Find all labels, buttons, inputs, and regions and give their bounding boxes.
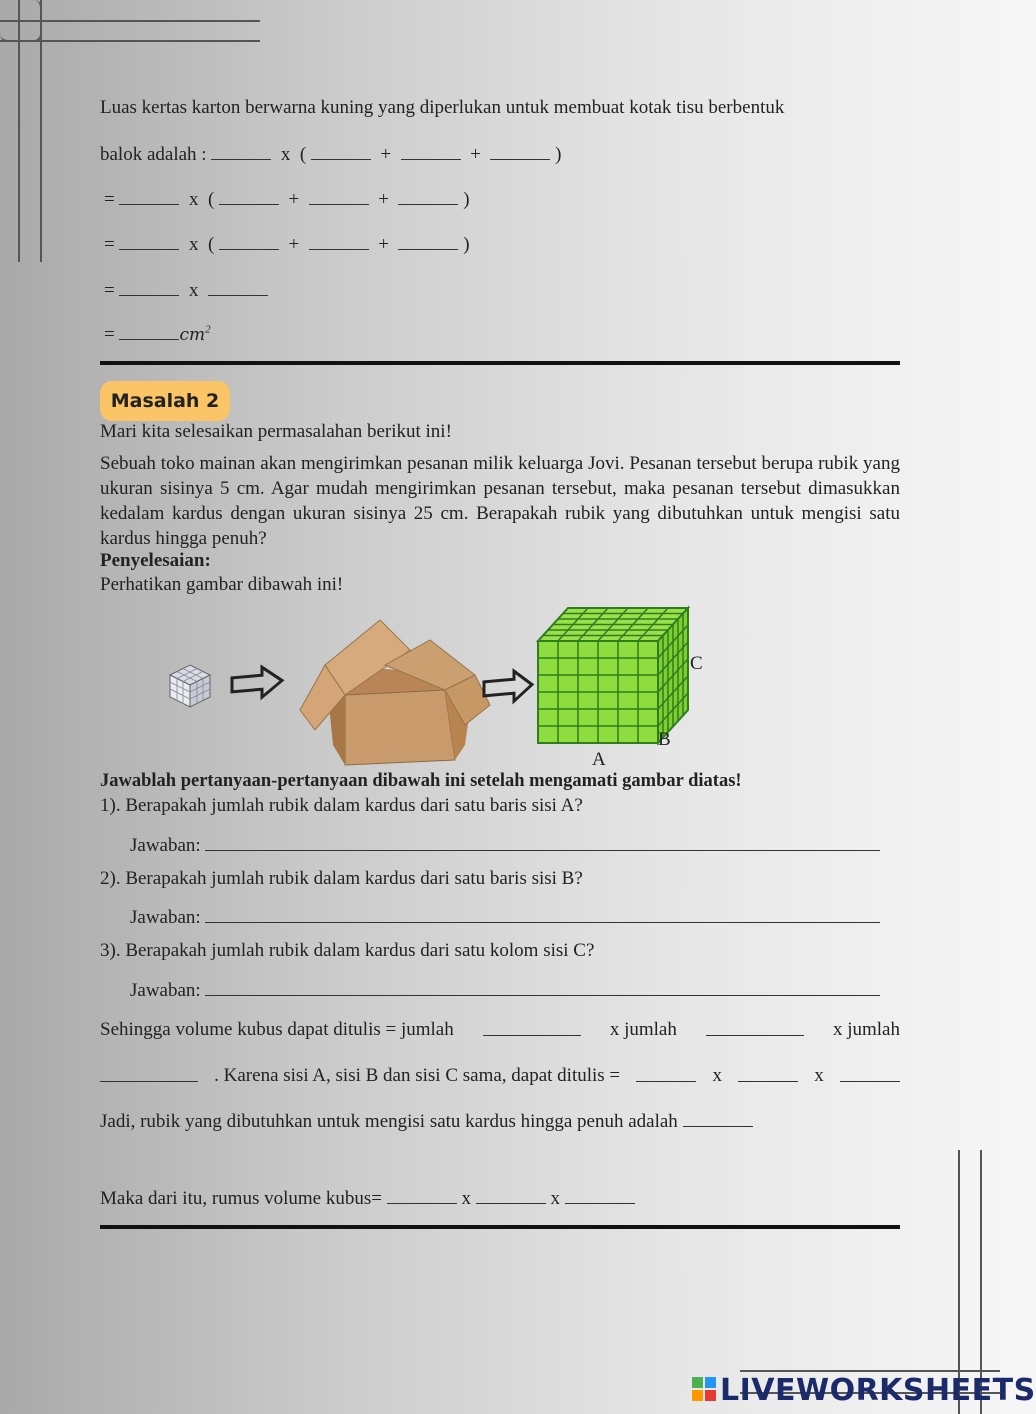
close-paren: ) bbox=[463, 189, 470, 210]
volume-line-2 bbox=[100, 1065, 900, 1087]
intro-text: Mari kita selesaikan permasalahan berikut ini! bbox=[100, 421, 452, 442]
solution-label: Penyelesaian: bbox=[100, 550, 211, 571]
volume-text-2: . Karena sisi A, sisi B dan sisi C sama, dapat ditulis = bbox=[214, 1065, 621, 1086]
blank-field[interactable] bbox=[119, 188, 179, 205]
problem1-line2 bbox=[100, 143, 561, 166]
blank-field[interactable] bbox=[219, 233, 279, 250]
times-sign: x bbox=[712, 1065, 722, 1086]
label-a: A bbox=[592, 749, 606, 770]
blank-field[interactable] bbox=[490, 143, 550, 160]
blank-field[interactable] bbox=[398, 188, 458, 205]
conclusion-text: Jadi, rubik yang dibutuhkan untuk mengisi satu kardus hingga penuh adalah bbox=[100, 1111, 678, 1132]
liveworksheets-logo-icon bbox=[692, 1377, 716, 1401]
conclusion-line bbox=[100, 1110, 753, 1133]
formula-line bbox=[100, 1187, 635, 1210]
cardboard-box-icon bbox=[300, 620, 490, 765]
close-paren: ) bbox=[555, 144, 562, 165]
blank-field[interactable] bbox=[119, 323, 179, 340]
equals-sign: = bbox=[104, 234, 115, 255]
blank-field[interactable] bbox=[398, 233, 458, 250]
right-arrow-icon bbox=[232, 665, 282, 699]
question-1: 1). Berapakah jumlah rubik dalam kardus dari satu baris sisi A? bbox=[100, 795, 583, 816]
label-b: B bbox=[658, 729, 671, 750]
blank-field[interactable] bbox=[683, 1110, 753, 1127]
blank-field[interactable] bbox=[100, 1065, 198, 1082]
label-c: C bbox=[690, 653, 703, 674]
unit-cm: cm bbox=[179, 325, 206, 345]
right-arrow-icon bbox=[484, 670, 532, 704]
bottom-divider bbox=[100, 1225, 900, 1229]
plus-sign: + bbox=[380, 144, 392, 165]
blank-field[interactable] bbox=[219, 188, 279, 205]
times-sign: x bbox=[188, 234, 199, 255]
plus-sign: + bbox=[470, 144, 481, 165]
problem-badge: Masalah 2 bbox=[100, 381, 230, 421]
answer-row-2 bbox=[130, 904, 880, 929]
green-cube-grid bbox=[538, 608, 688, 743]
section-divider bbox=[100, 361, 900, 365]
blank-field[interactable] bbox=[311, 143, 371, 160]
answer-label: Jawaban: bbox=[130, 835, 201, 856]
look-text: Perhatikan gambar dibawah ini! bbox=[100, 574, 344, 595]
blank-field[interactable] bbox=[840, 1065, 900, 1082]
equals-sign: = bbox=[104, 280, 115, 301]
blank-field[interactable] bbox=[208, 279, 268, 296]
times-sign: x bbox=[188, 189, 199, 210]
answer-row-1 bbox=[130, 832, 880, 857]
rubik-cube-icon bbox=[170, 665, 210, 707]
answer-row-3 bbox=[130, 977, 880, 1002]
close-paren: ) bbox=[463, 234, 470, 255]
blank-field[interactable] bbox=[119, 233, 179, 250]
times-sign: x bbox=[280, 144, 291, 165]
blank-field[interactable] bbox=[309, 233, 369, 250]
answer-label: Jawaban: bbox=[130, 980, 201, 1001]
answer-label: Jawaban: bbox=[130, 907, 201, 928]
open-paren: ( bbox=[299, 144, 307, 165]
times-sign: x bbox=[188, 280, 199, 301]
volume-line-1 bbox=[100, 1019, 900, 1041]
plus-sign: + bbox=[288, 234, 300, 255]
problem1-line4 bbox=[104, 233, 470, 256]
equals-sign: = bbox=[104, 324, 115, 345]
question-3: 3). Berapakah jumlah rubik dalam kardus dari satu kolom sisi C? bbox=[100, 940, 595, 961]
open-paren: ( bbox=[207, 234, 215, 255]
blank-field[interactable] bbox=[706, 1019, 804, 1036]
open-paren: ( bbox=[207, 189, 215, 210]
blank-field[interactable] bbox=[483, 1019, 581, 1036]
answer-input[interactable] bbox=[205, 904, 880, 923]
problem1-line5 bbox=[104, 279, 268, 302]
blank-field[interactable] bbox=[309, 188, 369, 205]
problem1-line1: Luas kertas karton berwarna kuning yang diperlukan untuk membuat kotak tisu berbentuk bbox=[100, 97, 785, 118]
volume-text-c: x jumlah bbox=[832, 1019, 900, 1040]
blank-field[interactable] bbox=[476, 1187, 546, 1204]
line2-prefix: balok adalah : bbox=[100, 144, 207, 165]
blank-field[interactable] bbox=[636, 1065, 696, 1082]
blank-field[interactable] bbox=[565, 1187, 635, 1204]
answer-input[interactable] bbox=[205, 832, 880, 851]
blank-field[interactable] bbox=[401, 143, 461, 160]
instruction-text: Jawablah pertanyaan-pertanyaan dibawah ini setelah mengamati gambar diatas! bbox=[100, 771, 742, 791]
plus-sign: + bbox=[378, 189, 389, 210]
unit-power: 2 bbox=[205, 323, 211, 336]
answer-input[interactable] bbox=[205, 977, 880, 996]
equals-sign: = bbox=[104, 189, 115, 210]
problem1-line6 bbox=[104, 323, 211, 346]
blank-field[interactable] bbox=[211, 143, 271, 160]
blank-field[interactable] bbox=[387, 1187, 457, 1204]
blank-field[interactable] bbox=[738, 1065, 798, 1082]
liveworksheets-logo[interactable]: LIVEWORKSHEETS bbox=[720, 1373, 1036, 1408]
plus-sign: + bbox=[288, 189, 300, 210]
volume-text-b: x jumlah bbox=[609, 1019, 677, 1040]
formula-text: Maka dari itu, rumus volume kubus= bbox=[100, 1188, 382, 1209]
problem-story: Sebuah toko mainan akan mengirimkan pesanan milik keluarga Jovi. Pesanan tersebut berupa rubik yang ukuran sisinya 5 cm. Agar mudah mengirimkan pesanan tersebut, maka pesanan tersebut dimasukkan kedalam kardus dengan ukuran sisinya 25 cm. Berapakah rubik yang dibutuhkan untuk mengisi satu kardus hingga penuh? bbox=[100, 453, 900, 549]
times-sign: x bbox=[814, 1065, 824, 1086]
question-2: 2). Berapakah jumlah rubik dalam kardus dari satu baris sisi B? bbox=[100, 868, 583, 889]
problem1-line3 bbox=[104, 188, 470, 211]
times-sign: x bbox=[550, 1188, 560, 1209]
blank-field[interactable] bbox=[119, 279, 179, 296]
times-sign: x bbox=[461, 1188, 471, 1209]
plus-sign: + bbox=[378, 234, 389, 255]
volume-text-a: Sehingga volume kubus dapat ditulis = jumlah bbox=[100, 1019, 454, 1040]
